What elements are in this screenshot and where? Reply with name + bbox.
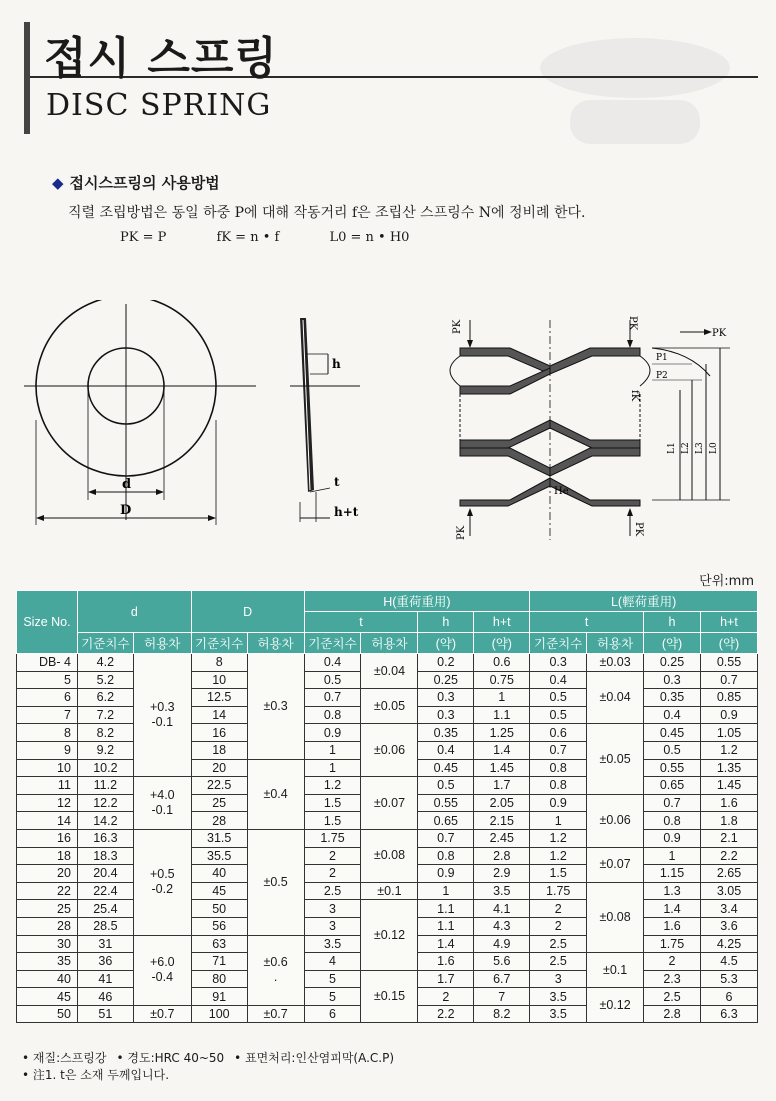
spec-table-body xyxy=(17,654,758,1023)
cell-l-h: 0.9 xyxy=(644,829,701,847)
cell-h-h: 0.65 xyxy=(418,812,474,830)
cell-d-base: 9.2 xyxy=(77,741,133,759)
cell-h-t-tol: ±0.15 xyxy=(361,970,418,1023)
cell-l-h: 1.15 xyxy=(644,865,701,883)
cell-h-ht: 8.2 xyxy=(474,1005,530,1023)
header-h-ht: h+t xyxy=(474,612,530,633)
cell-l-t-tol: ±0.08 xyxy=(587,882,644,952)
header-l-ht: h+t xyxy=(700,612,757,633)
diagram-label-l1: L1 xyxy=(667,442,677,454)
cell-h-t-tol: ±0.04 xyxy=(361,654,418,689)
cell-h-t-tol: ±0.06 xyxy=(361,724,418,777)
cell-l-t-tol: ±0.06 xyxy=(587,794,644,847)
cell-l-ht: 1.6 xyxy=(700,794,757,812)
cell-l-h: 0.25 xyxy=(644,654,701,672)
cell-h-ht: 1.45 xyxy=(474,759,530,777)
header-light-load: L(輕荷重用) xyxy=(530,591,758,612)
cell-d-tol: +4.0 -0.1 xyxy=(133,777,191,830)
cell-d-base: 8.2 xyxy=(77,724,133,742)
cell-D-base: 20 xyxy=(191,759,247,777)
cell-d-base: 18.3 xyxy=(77,847,133,865)
cell-h-ht: 4.1 xyxy=(474,900,530,918)
header-h-t-tol: 허용차 xyxy=(361,633,418,654)
cell-size: 5 xyxy=(17,671,78,689)
diagram-label-l2: L2 xyxy=(681,442,691,454)
cell-h-t-base: 0.9 xyxy=(304,724,361,742)
usage-description: 직렬 조립방법은 동일 하중 P에 대해 작동거리 f은 조립산 스프링수 N에 정비례 한다. xyxy=(68,205,586,221)
cell-h-h: 0.55 xyxy=(418,794,474,812)
cell-h-t-base: 2 xyxy=(304,847,361,865)
header-d-tol: 허용차 xyxy=(133,633,191,654)
cell-d-base: 10.2 xyxy=(77,759,133,777)
cell-l-h: 1.6 xyxy=(644,917,701,935)
cell-size: 30 xyxy=(17,935,78,953)
cell-h-ht: 6.7 xyxy=(474,970,530,988)
cell-l-ht: 0.9 xyxy=(700,706,757,724)
cell-d-base: 12.2 xyxy=(77,794,133,812)
cell-D-tol: ±0.7 xyxy=(247,1005,304,1023)
cell-h-ht: 2.45 xyxy=(474,829,530,847)
diagram-label-pk-bottom-right: PK xyxy=(633,522,644,537)
cell-h-ht: 7 xyxy=(474,988,530,1006)
table-row xyxy=(17,654,758,672)
cell-l-ht: 0.7 xyxy=(700,671,757,689)
cell-l-h: 2 xyxy=(644,953,701,971)
cell-l-h: 1.4 xyxy=(644,900,701,918)
cell-d-tol: +6.0 -0.4 xyxy=(133,935,191,1005)
cell-h-t-base: 1.5 xyxy=(304,794,361,812)
cell-D-base: 40 xyxy=(191,865,247,883)
cell-h-h: 0.4 xyxy=(418,741,474,759)
cell-h-ht: 0.75 xyxy=(474,671,530,689)
cell-h-t-base: 3.5 xyxy=(304,935,361,953)
cell-d-base: 28.5 xyxy=(77,917,133,935)
cell-D-base: 28 xyxy=(191,812,247,830)
cell-h-h: 0.35 xyxy=(418,724,474,742)
cell-l-ht: 3.6 xyxy=(700,917,757,935)
cell-size: 22 xyxy=(17,882,78,900)
cell-l-ht: 1.05 xyxy=(700,724,757,742)
cell-l-h: 2.3 xyxy=(644,970,701,988)
cell-size: 10 xyxy=(17,759,78,777)
cell-l-t-base: 1 xyxy=(530,812,587,830)
cell-h-t-base: 3 xyxy=(304,900,361,918)
diagram-label-pk-right: PK xyxy=(712,328,727,339)
cell-d-base: 16.3 xyxy=(77,829,133,847)
cell-d-base: 6.2 xyxy=(77,689,133,707)
cell-d-base: 5.2 xyxy=(77,671,133,689)
formula-line xyxy=(120,230,455,245)
diagram-label-p1: P1 xyxy=(656,353,668,363)
cell-h-t-base: 0.4 xyxy=(304,654,361,672)
cell-d-base: 51 xyxy=(77,1005,133,1023)
cell-l-t-base: 0.8 xyxy=(530,759,587,777)
footnotes xyxy=(22,1050,404,1084)
cell-l-h: 0.4 xyxy=(644,706,701,724)
cell-d-base: 4.2 xyxy=(77,654,133,672)
cell-size: DB- 4 xyxy=(17,654,78,672)
cell-d-base: 20.4 xyxy=(77,865,133,883)
cell-l-t-base: 1.75 xyxy=(530,882,587,900)
cell-size: 20 xyxy=(17,865,78,883)
cell-size: 14 xyxy=(17,812,78,830)
cell-l-t-base: 0.4 xyxy=(530,671,587,689)
cell-l-ht: 3.4 xyxy=(700,900,757,918)
cell-size: 8 xyxy=(17,724,78,742)
header-l-ht-approx: (약) xyxy=(700,633,757,654)
disc-stack-diagram xyxy=(430,300,750,550)
watermark-logo xyxy=(530,28,740,148)
cell-size: 45 xyxy=(17,988,78,1006)
header-size-no: Size No. xyxy=(17,591,78,654)
header-h-t: t xyxy=(304,612,418,633)
cell-d-base: 46 xyxy=(77,988,133,1006)
cell-D-base: 50 xyxy=(191,900,247,918)
cell-h-h: 0.5 xyxy=(418,777,474,795)
section-heading: ◆ 접시스프링의 사용방법 xyxy=(52,174,220,192)
cell-l-t-base: 0.6 xyxy=(530,724,587,742)
disc-top-view-diagram xyxy=(20,300,260,540)
cell-h-ht: 1.4 xyxy=(474,741,530,759)
cell-h-t-base: 1 xyxy=(304,759,361,777)
cell-D-base: 35.5 xyxy=(191,847,247,865)
cell-size: 18 xyxy=(17,847,78,865)
cell-D-base: 8 xyxy=(191,654,247,672)
cell-l-ht: 6 xyxy=(700,988,757,1006)
cell-l-ht: 0.85 xyxy=(700,689,757,707)
cell-l-t-base: 0.8 xyxy=(530,777,587,795)
cell-h-h: 0.3 xyxy=(418,689,474,707)
cell-l-t-base: 3.5 xyxy=(530,1005,587,1023)
cell-h-ht: 2.8 xyxy=(474,847,530,865)
diagram-label-pk-top-right: PK xyxy=(627,316,638,331)
cell-h-h: 2 xyxy=(418,988,474,1006)
cell-h-h: 1.1 xyxy=(418,900,474,918)
cell-h-t-base: 1.2 xyxy=(304,777,361,795)
cell-D-base: 31.5 xyxy=(191,829,247,847)
diagram-label-l3: L3 xyxy=(695,442,705,454)
cell-h-t-base: 1 xyxy=(304,741,361,759)
cell-h-h: 0.8 xyxy=(418,847,474,865)
header-d: d xyxy=(77,591,191,633)
cell-D-tol: ±0.4 xyxy=(247,759,304,829)
cell-h-h: 0.25 xyxy=(418,671,474,689)
header-l-t-base: 기준치수 xyxy=(530,633,587,654)
cell-h-t-base: 1.5 xyxy=(304,812,361,830)
diagram-label-p2: P2 xyxy=(656,371,668,381)
cell-l-t-base: 0.5 xyxy=(530,706,587,724)
cell-h-t-tol: ±0.12 xyxy=(361,900,418,970)
title-accent-bar xyxy=(24,22,30,134)
cell-l-ht: 4.5 xyxy=(700,953,757,971)
cell-h-ht: 1.7 xyxy=(474,777,530,795)
cell-D-base: 14 xyxy=(191,706,247,724)
formula-l0: L0 = n • H0 xyxy=(329,230,410,245)
cell-d-base: 14.2 xyxy=(77,812,133,830)
cell-l-t-base: 3 xyxy=(530,970,587,988)
cell-h-h: 0.7 xyxy=(418,829,474,847)
diagram-label-h-plus-t: h+t xyxy=(334,505,359,519)
diagram-label-d: d xyxy=(122,477,132,492)
header-d-base: 기준치수 xyxy=(77,633,133,654)
header-h-t-base: 기준치수 xyxy=(304,633,361,654)
cell-l-h: 0.65 xyxy=(644,777,701,795)
unit-label: 단위:mm xyxy=(699,574,754,589)
cell-D-base: 80 xyxy=(191,970,247,988)
cell-l-t-base: 2.5 xyxy=(530,935,587,953)
cell-size: 16 xyxy=(17,829,78,847)
cell-h-t-tol: ±0.05 xyxy=(361,689,418,724)
cell-h-t-base: 4 xyxy=(304,953,361,971)
cell-size: 40 xyxy=(17,970,78,988)
header-l-t-tol: 허용차 xyxy=(587,633,644,654)
cell-h-t-base: 5 xyxy=(304,970,361,988)
cell-D-base: 56 xyxy=(191,917,247,935)
cell-l-h: 1.75 xyxy=(644,935,701,953)
table-row xyxy=(17,882,758,900)
cell-h-ht: 2.9 xyxy=(474,865,530,883)
header-D: D xyxy=(191,591,304,633)
cell-size: 7 xyxy=(17,706,78,724)
cell-h-t-base: 2.5 xyxy=(304,882,361,900)
cell-D-base: 10 xyxy=(191,671,247,689)
cell-h-h: 1.4 xyxy=(418,935,474,953)
cell-l-h: 0.55 xyxy=(644,759,701,777)
cell-h-h: 0.9 xyxy=(418,865,474,883)
cell-l-t-base: 1.5 xyxy=(530,865,587,883)
cell-h-t-base: 5 xyxy=(304,988,361,1006)
cell-D-tol: ±0.3 xyxy=(247,654,304,760)
table-row xyxy=(17,724,758,742)
cell-h-h: 1.6 xyxy=(418,953,474,971)
diagram-label-l0: L0 xyxy=(709,442,719,454)
cell-d-base: 36 xyxy=(77,953,133,971)
cell-size: 11 xyxy=(17,777,78,795)
table-row xyxy=(17,829,758,847)
cell-l-h: 0.3 xyxy=(644,671,701,689)
cell-l-t-base: 1.2 xyxy=(530,847,587,865)
cell-h-t-base: 1.75 xyxy=(304,829,361,847)
cell-l-t-tol: ±0.07 xyxy=(587,847,644,882)
cell-h-ht: 4.3 xyxy=(474,917,530,935)
cell-l-h: 2.5 xyxy=(644,988,701,1006)
diagram-label-pk-top-left: PK xyxy=(452,319,463,334)
table-row xyxy=(17,777,758,795)
disc-side-view-diagram xyxy=(270,310,390,530)
cell-D-base: 22.5 xyxy=(191,777,247,795)
cell-l-h: 2.8 xyxy=(644,1005,701,1023)
cell-l-t-tol: ±0.1 xyxy=(587,953,644,988)
cell-h-t-base: 0.7 xyxy=(304,689,361,707)
cell-l-t-base: 1.2 xyxy=(530,829,587,847)
cell-l-ht: 1.35 xyxy=(700,759,757,777)
cell-l-t-base: 0.9 xyxy=(530,794,587,812)
spec-table xyxy=(16,590,758,1023)
cell-size: 12 xyxy=(17,794,78,812)
diagram-label-fk: fK xyxy=(629,390,640,402)
cell-D-base: 18 xyxy=(191,741,247,759)
cell-l-ht: 1.2 xyxy=(700,741,757,759)
cell-l-ht: 1.8 xyxy=(700,812,757,830)
cell-h-ht: 1.25 xyxy=(474,724,530,742)
cell-D-base: 100 xyxy=(191,1005,247,1023)
cell-h-ht: 5.6 xyxy=(474,953,530,971)
cell-size: 35 xyxy=(17,953,78,971)
note-hardness: • 경도:HRC 40~50 xyxy=(116,1051,225,1065)
header-l-t: t xyxy=(530,612,644,633)
cell-l-h: 1 xyxy=(644,847,701,865)
note-surface: • 표면처리:인산염피막(A.C.P) xyxy=(234,1051,395,1065)
cell-d-base: 7.2 xyxy=(77,706,133,724)
cell-l-t-tol: ±0.12 xyxy=(587,988,644,1023)
cell-h-t-base: 0.8 xyxy=(304,706,361,724)
cell-l-ht: 0.55 xyxy=(700,654,757,672)
cell-h-ht: 4.9 xyxy=(474,935,530,953)
cell-l-h: 0.8 xyxy=(644,812,701,830)
cell-l-ht: 5.3 xyxy=(700,970,757,988)
note-1: • 注1. t은 소재 두께입니다. xyxy=(22,1068,170,1082)
cell-size: 50 xyxy=(17,1005,78,1023)
cell-h-ht: 2.15 xyxy=(474,812,530,830)
header-h-ht-approx: (약) xyxy=(474,633,530,654)
cell-h-h: 1.1 xyxy=(418,917,474,935)
note-material: • 재질:스프링강 xyxy=(22,1051,107,1065)
cell-h-h: 0.2 xyxy=(418,654,474,672)
cell-D-base: 25 xyxy=(191,794,247,812)
cell-h-ht: 3.5 xyxy=(474,882,530,900)
cell-l-ht: 4.25 xyxy=(700,935,757,953)
formula-fk: fK = n • f xyxy=(216,230,280,245)
cell-l-ht: 2.65 xyxy=(700,865,757,883)
cell-l-t-tol: ±0.04 xyxy=(587,671,644,724)
formula-pk: PK = P xyxy=(120,230,167,245)
cell-l-h: 0.45 xyxy=(644,724,701,742)
header-heavy-load: H(重荷重用) xyxy=(304,591,530,612)
diagram-label-he: He xyxy=(554,486,569,497)
cell-h-t-tol: ±0.08 xyxy=(361,829,418,882)
header-h-h: h xyxy=(418,612,474,633)
cell-size: 9 xyxy=(17,741,78,759)
page-title: 접시 스프링 xyxy=(44,33,278,84)
cell-h-ht: 2.05 xyxy=(474,794,530,812)
cell-d-base: 41 xyxy=(77,970,133,988)
cell-size: 6 xyxy=(17,689,78,707)
cell-l-ht: 6.3 xyxy=(700,1005,757,1023)
cell-l-t-base: 3.5 xyxy=(530,988,587,1006)
cell-h-t-base: 0.5 xyxy=(304,671,361,689)
table-row xyxy=(17,900,758,918)
cell-l-ht: 1.45 xyxy=(700,777,757,795)
cell-d-tol: +0.3 -0.1 xyxy=(133,654,191,777)
cell-D-base: 63 xyxy=(191,935,247,953)
cell-d-base: 11.2 xyxy=(77,777,133,795)
cell-l-ht: 3.05 xyxy=(700,882,757,900)
diamond-icon: ◆ xyxy=(52,174,64,192)
diagram-label-pk-bottom-left: PK xyxy=(456,525,467,540)
cell-size: 28 xyxy=(17,917,78,935)
cell-l-ht: 2.1 xyxy=(700,829,757,847)
header-l-h: h xyxy=(644,612,701,633)
table-row xyxy=(17,689,758,707)
cell-d-tol: +0.5 -0.2 xyxy=(133,829,191,935)
cell-l-t-base: 2.5 xyxy=(530,953,587,971)
cell-size: 25 xyxy=(17,900,78,918)
header-h-h-approx: (약) xyxy=(418,633,474,654)
cell-d-base: 25.4 xyxy=(77,900,133,918)
cell-l-t-tol: ±0.05 xyxy=(587,724,644,794)
cell-h-t-base: 2 xyxy=(304,865,361,883)
cell-h-ht: 0.6 xyxy=(474,654,530,672)
cell-D-base: 71 xyxy=(191,953,247,971)
header-l-h-approx: (약) xyxy=(644,633,701,654)
cell-d-base: 31 xyxy=(77,935,133,953)
cell-h-h: 0.3 xyxy=(418,706,474,724)
diagram-label-h: h xyxy=(332,357,341,371)
cell-h-ht: 1 xyxy=(474,689,530,707)
cell-l-h: 0.35 xyxy=(644,689,701,707)
cell-h-h: 2.2 xyxy=(418,1005,474,1023)
cell-h-h: 1.7 xyxy=(418,970,474,988)
cell-h-h: 1 xyxy=(418,882,474,900)
cell-l-ht: 2.2 xyxy=(700,847,757,865)
cell-l-t-base: 0.5 xyxy=(530,689,587,707)
cell-l-t-base: 2 xyxy=(530,900,587,918)
cell-l-h: 1.3 xyxy=(644,882,701,900)
cell-D-base: 91 xyxy=(191,988,247,1006)
cell-l-h: 0.7 xyxy=(644,794,701,812)
cell-h-h: 0.45 xyxy=(418,759,474,777)
cell-h-t-base: 6 xyxy=(304,1005,361,1023)
cell-D-base: 12.5 xyxy=(191,689,247,707)
table-row xyxy=(17,970,758,988)
cell-D-tol: ±0.6 . xyxy=(247,935,304,1005)
cell-l-h: 0.5 xyxy=(644,741,701,759)
cell-D-base: 45 xyxy=(191,882,247,900)
cell-D-tol: ±0.5 xyxy=(247,829,304,935)
cell-h-t-base: 3 xyxy=(304,917,361,935)
cell-l-t-base: 0.3 xyxy=(530,654,587,672)
cell-l-t-base: 2 xyxy=(530,917,587,935)
cell-d-base: 22.4 xyxy=(77,882,133,900)
cell-l-t-base: 0.7 xyxy=(530,741,587,759)
cell-d-tol: ±0.7 xyxy=(133,1005,191,1023)
page-subtitle: DISC SPRING xyxy=(46,88,272,123)
cell-h-t-tol: ±0.07 xyxy=(361,777,418,830)
cell-h-t-tol: ±0.1 xyxy=(361,882,418,900)
cell-l-t-tol: ±0.03 xyxy=(587,654,644,672)
cell-D-base: 16 xyxy=(191,724,247,742)
header-D-base: 기준치수 xyxy=(191,633,247,654)
diagram-label-t: t xyxy=(334,475,340,489)
header-D-tol: 허용차 xyxy=(247,633,304,654)
diagram-label-D: D xyxy=(120,503,132,518)
cell-h-ht: 1.1 xyxy=(474,706,530,724)
